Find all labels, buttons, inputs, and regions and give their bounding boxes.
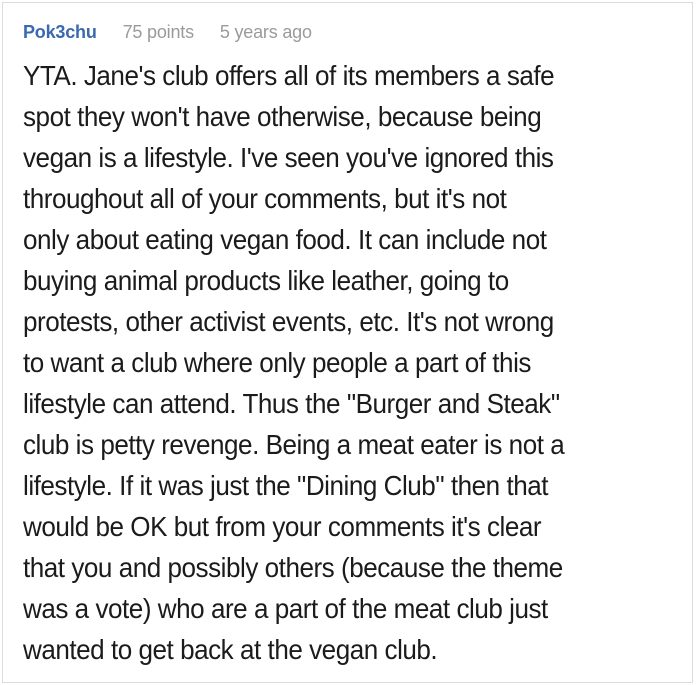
timestamp-label: 5 years ago [219,22,312,42]
comment-text-line: wanted to get back at the vegan club. [23,634,438,665]
comment-text-line: only about eating vegan food. It can include not [23,224,547,255]
comment-card [2,2,693,683]
username-link[interactable]: Pok3chu [23,22,97,42]
comment-text-line: throughout all of your comments, but it's not [23,183,507,214]
comment-text-line: would be OK but from your comments it's clear [23,511,542,542]
comment-text-line: lifestyle can attend. Thus the "Burger and Steak" [23,388,560,419]
comment-text-line: vegan is a lifestyle. I've seen you've ignored this [23,142,554,173]
comment-text-line: spot they won't have otherwise, because being [23,101,542,132]
comment-text-line: was a vote) who are a part of the meat club just [23,593,548,624]
comment-text-line: lifestyle. If it was just the "Dining Club" then that [23,470,549,501]
comment-text-line: club is petty revenge. Being a meat eater is not a [23,429,565,460]
comment-header [3,3,692,43]
comment-text-line: buying animal products like leather, going to [23,265,509,296]
points-label: 75 points [122,22,194,42]
comment-text-line: protests, other activist events, etc. It's not wrong [23,306,554,337]
comment-text-line: that you and possibly others (because the theme [23,552,563,583]
comment-body [23,55,700,670]
comment-text-line: to want a club where only people a part of this [23,347,531,378]
comment-text-line: YTA. Jane's club offers all of its members a safe [23,60,555,91]
